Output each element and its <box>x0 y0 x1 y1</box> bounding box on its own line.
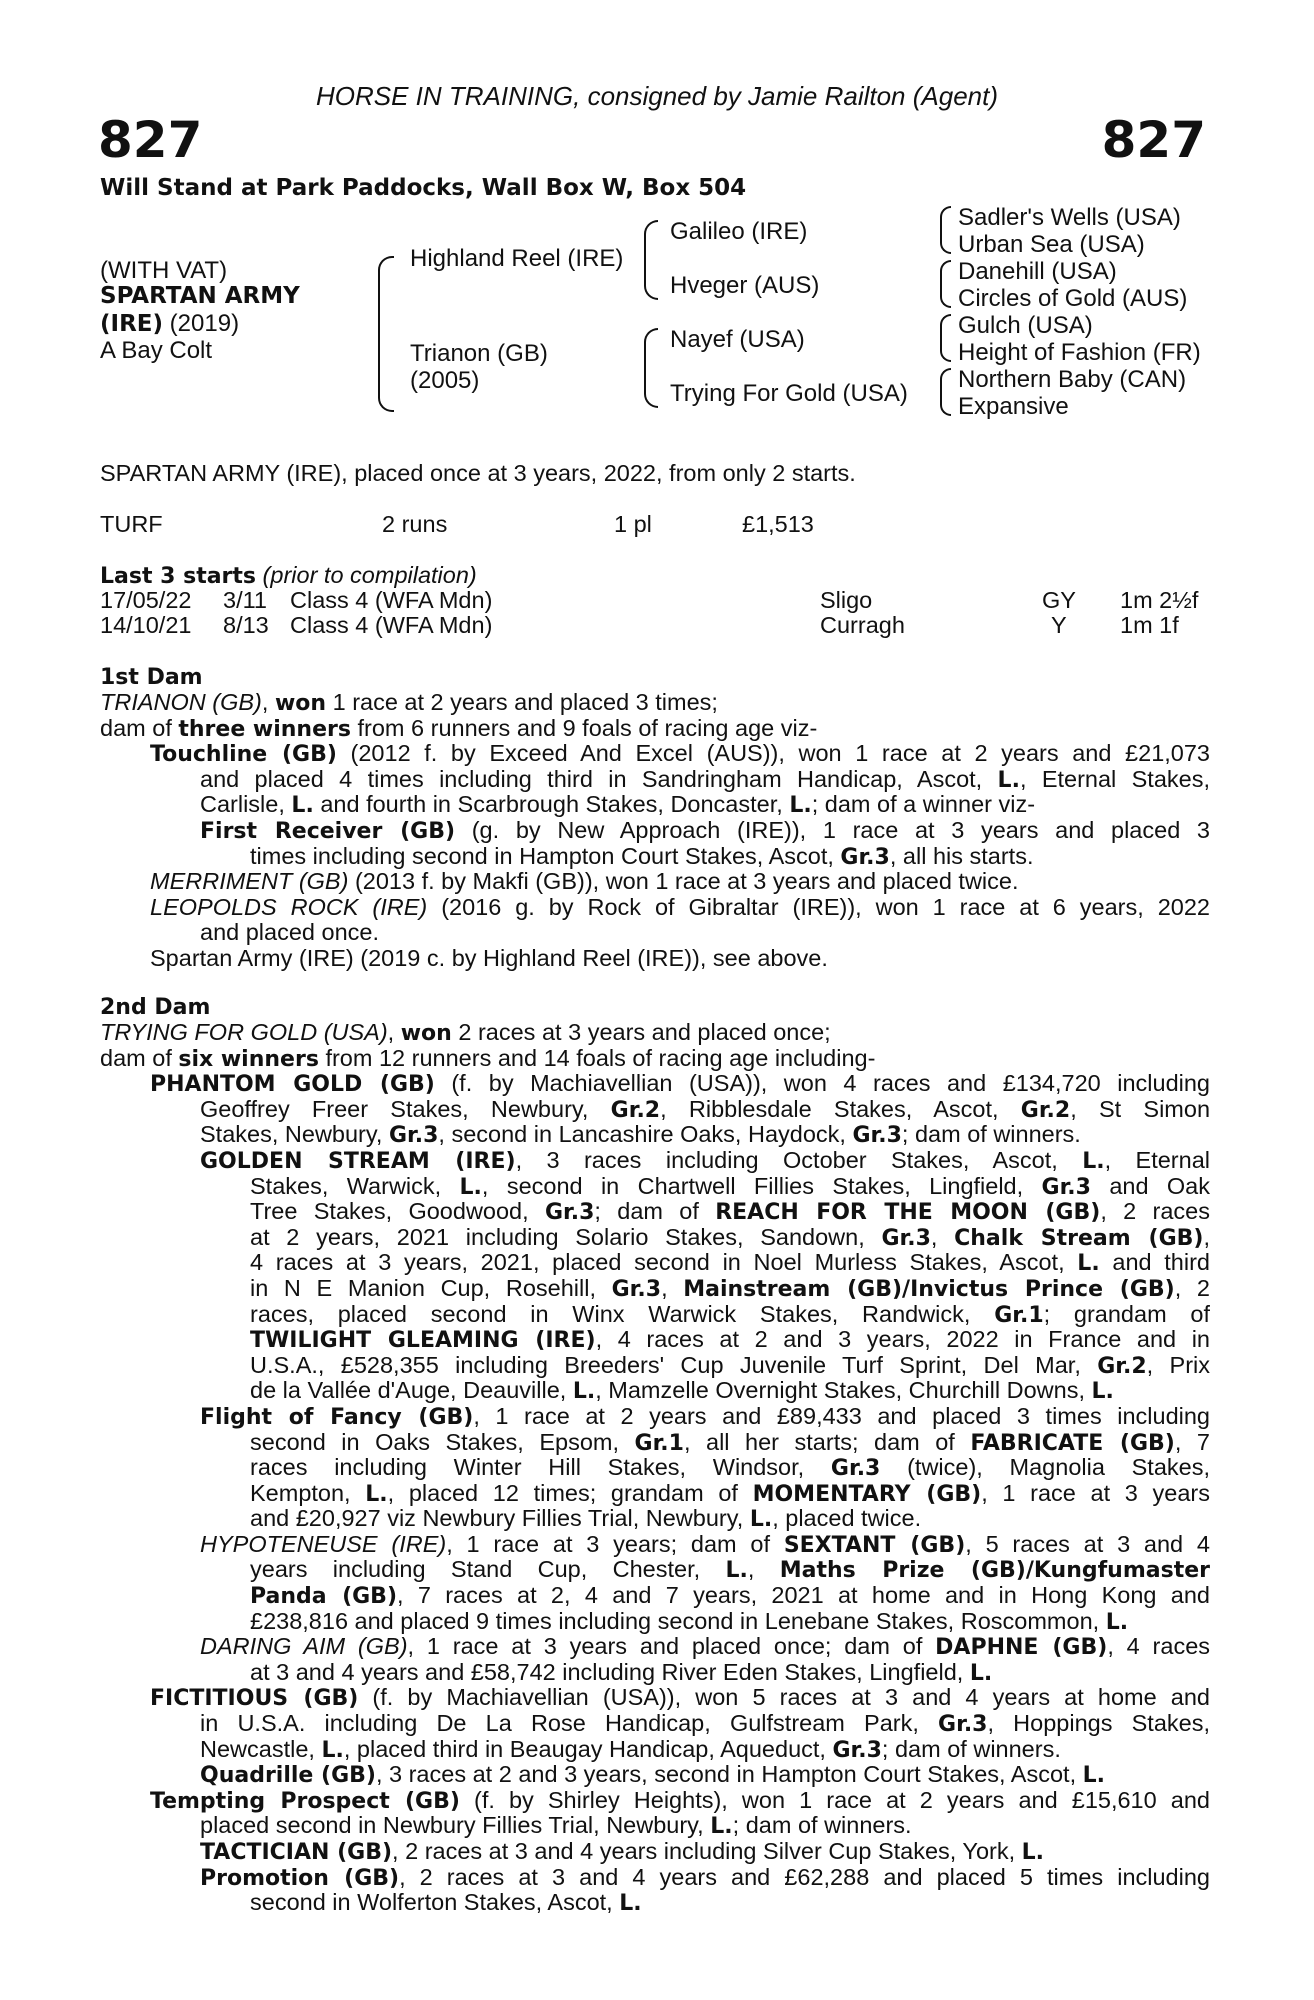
horse-name: SPARTAN ARMY <box>100 283 300 309</box>
first-dam-line: Spartan Army (IRE) (2019 c. by Highland Reel (IRE)), see above. <box>150 944 828 971</box>
start-race: Class 4 (WFA Mdn) <box>290 612 493 638</box>
start-race: Class 4 (WFA Mdn) <box>290 587 493 613</box>
horse-name-suffix <box>100 311 239 338</box>
second-dam-line: dam of six winners from 12 runners and 14 foals of racing age including- <box>100 1044 876 1072</box>
lot-number-right: 827 <box>1101 111 1206 169</box>
vat-note: (WITH VAT) <box>100 257 228 284</box>
second-dam-line: races, placed second in Winx Warwick Stakes, Randwick, Gr.1; grandam of <box>250 1301 1210 1328</box>
second-dam-line: HYPOTENEUSE (IRE), 1 race at 3 years; dam of SEXTANT (GB), 5 races at 3 and 4 <box>200 1531 1210 1558</box>
second-dam-line: PHANTOM GOLD (GB) (f. by Machiavellian (USA)), won 4 races and £134,720 including <box>150 1071 1210 1097</box>
second-dam-line: TACTICIAN (GB), 2 races at 3 and 4 years including Silver Cup Stakes, York, L. <box>200 1838 1045 1865</box>
horse-year: (2019) <box>163 310 240 337</box>
bold-text: Gr.3 <box>1041 1174 1091 1200</box>
second-dam-line: second in Oaks Stakes, Epsom, Gr.1, all her starts; dam of FABRICATE (GB), 7 <box>250 1429 1210 1456</box>
pedigree-g6: Height of Fashion (FR) <box>958 339 1201 366</box>
bold-text: L. <box>725 1558 748 1584</box>
last-starts-heading: Last 3 starts <box>100 564 257 589</box>
second-dam-line: at 3 and 4 years and £58,742 including River Eden Stakes, Lingfield, L. <box>250 1658 993 1686</box>
first-dam-line: MERRIMENT (GB) (2013 f. by Makfi (GB)), won 1 race at 3 years and placed twice. <box>150 868 1019 895</box>
record-runs: 2 runs <box>382 511 448 537</box>
record-placed: 1 pl <box>614 511 652 537</box>
bold-text: six winners <box>178 1046 319 1072</box>
second-dam-line: Newcastle, L., placed third in Beaugay Handicap, Aqueduct, Gr.3; dam of winners. <box>200 1735 1061 1763</box>
first-dam-line: times including second in Hampton Court Stakes, Ascot, Gr.3, all his starts. <box>250 842 1034 870</box>
pedigree-dam-sire: Nayef (USA) <box>670 326 805 353</box>
second-dam-heading: 2nd Dam <box>100 995 211 1020</box>
start-course: Sligo <box>820 587 873 613</box>
bold-text: L. <box>619 1891 642 1917</box>
second-dam-line: years including Stand Cup, Chester, L., Maths Prize (GB)/Kungfumaster <box>250 1557 1210 1584</box>
second-dam-line: second in Wolferton Stakes, Ascot, L. <box>250 1889 642 1917</box>
second-dam-line: Tempting Prospect (GB) (f. by Shirley Heights), won 1 race at 2 years and £15,610 and <box>150 1787 1210 1814</box>
pedigree-brace-1 <box>378 256 394 412</box>
bold-text: DAPHNE (GB) <box>935 1635 1108 1660</box>
bold-text: Gr.1 <box>994 1302 1044 1328</box>
bold-text: FABRICATE (GB) <box>970 1430 1175 1456</box>
second-dam-line: GOLDEN STREAM (IRE), 3 races including October Stakes, Ascot, L., Eternal <box>200 1147 1210 1174</box>
second-dam-line: Stakes, Newbury, Gr.3, second in Lancashire Oaks, Haydock, Gr.3; dam of winners. <box>200 1121 1081 1149</box>
bold-text: L. <box>1105 1609 1129 1635</box>
first-dam-line: LEOPOLDS ROCK (IRE) (2016 g. by Rock of Gibraltar (IRE)), won 1 race at 6 years, 2022 <box>150 894 1210 920</box>
bold-text: three winners <box>178 716 351 742</box>
bold-text: L. <box>1082 1763 1106 1789</box>
bold-text: GOLDEN STREAM (IRE) <box>200 1148 516 1174</box>
bold-text: Promotion (GB) <box>200 1865 400 1891</box>
second-dam-line: U.S.A., £528,355 including Breeders' Cup Juvenile Turf Sprint, Del Mar, Gr.2, Prix <box>250 1352 1210 1379</box>
bold-text: Gr.3 <box>938 1712 988 1737</box>
second-dam-line: races including Winter Hill Stakes, Windsor, Gr.3 (twice), Magnolia Stakes, <box>250 1455 1210 1481</box>
bold-text: FICTITIOUS (GB) <box>150 1686 359 1712</box>
pedigree-brace-3d <box>940 368 951 416</box>
bold-text: PHANTOM GOLD (GB) <box>150 1072 435 1097</box>
second-dam-line: Quadrille (GB), 3 races at 2 and 3 years, second in Hampton Court Stakes, Ascot, L. <box>200 1761 1106 1789</box>
pedigree-g8: Expansive <box>958 393 1069 420</box>
start-position: 3/11 <box>223 587 267 613</box>
bold-text: L. <box>969 1660 993 1686</box>
bold-text: Gr.3 <box>544 1200 595 1225</box>
pedigree-sire-sire: Galileo (IRE) <box>670 218 808 245</box>
bold-text: TACTICIAN (GB) <box>200 1840 393 1865</box>
second-dam-line: £238,816 and placed 9 times including second in Lenebane Stakes, Roscommon, L. <box>250 1607 1129 1635</box>
start-date: 14/10/21 <box>100 612 192 638</box>
second-dam-line: in N E Manion Cup, Rosehill, Gr.3, Mainstream (GB)/Invictus Prince (GB), 2 <box>250 1275 1210 1302</box>
second-dam-line: at 2 years, 2021 including Solario Stakes, Sandown, Gr.3, Chalk Stream (GB), <box>250 1224 1210 1251</box>
second-dam-line: Promotion (GB), 2 races at 3 and 4 years and £62,288 and placed 5 times including <box>200 1864 1210 1891</box>
pedigree-g3: Danehill (USA) <box>958 258 1117 285</box>
bold-text: L. <box>749 1507 773 1533</box>
italic-text: MERRIMENT (GB) <box>150 868 349 895</box>
start-date: 17/05/22 <box>100 587 192 613</box>
pedigree-brace-3a <box>940 206 951 254</box>
lot-number-left: 827 <box>98 111 203 169</box>
bold-text: Tempting Prospect (GB) <box>150 1788 460 1814</box>
pedigree-g7: Northern Baby (CAN) <box>958 366 1187 393</box>
pedigree-dam-dam: Trying For Gold (USA) <box>670 380 908 407</box>
first-dam-line: dam of three winners from 6 runners and 9 foals of racing age viz- <box>100 714 818 742</box>
bold-text: Flight of Fancy (GB) <box>200 1404 474 1430</box>
record-surface: TURF <box>100 511 163 537</box>
first-dam-line: Touchline (GB) (2012 f. by Exceed And Excel (AUS)), won 1 race at 2 years and £21,073 <box>150 741 1210 767</box>
bold-text: Gr.3 <box>611 1276 662 1302</box>
second-dam-line: Kempton, L., placed 12 times; grandam of MOMENTARY (GB), 1 race at 3 years <box>250 1480 1210 1507</box>
first-dam-heading: 1st Dam <box>100 665 203 690</box>
consignment-header: HORSE IN TRAINING, consigned by Jamie Railton (Agent) <box>315 81 999 111</box>
start-going: GY <box>1042 587 1076 613</box>
italic-text: HYPOTENEUSE (IRE) <box>200 1531 447 1557</box>
second-dam-line: TWILIGHT GLEAMING (IRE), 4 races at 2 and 3 years, 2022 in France and in <box>250 1327 1210 1353</box>
bold-text: won <box>400 1021 452 1046</box>
start-course: Curragh <box>820 612 905 638</box>
italic-text: DARING AIM (GB) <box>200 1634 408 1660</box>
italic-text: LEOPOLDS ROCK (IRE) <box>150 894 428 920</box>
bold-text: L. <box>1082 1148 1105 1174</box>
bold-text: L. <box>1021 1840 1045 1865</box>
pedigree-brace-3b <box>940 260 951 308</box>
second-dam-line: Tree Stakes, Goodwood, Gr.3; dam of REACH FOR THE MOON (GB), 2 races <box>250 1199 1210 1225</box>
bold-text: L. <box>572 1379 596 1405</box>
pedigree-brace-3c <box>940 314 951 362</box>
horse-description: A Bay Colt <box>100 337 213 364</box>
pedigree-sire-dam: Hveger (AUS) <box>670 272 820 299</box>
first-dam-body <box>100 690 1210 972</box>
bold-text: Gr.2 <box>1020 1097 1071 1123</box>
first-dam-line: TRIANON (GB), won 1 race at 2 years and placed 3 times; <box>100 689 718 716</box>
second-dam-line: in U.S.A. including De La Rose Handicap, Gulfstream Park, Gr.3, Hoppings Stakes, <box>200 1711 1210 1737</box>
second-dam-line: FICTITIOUS (GB) (f. by Machiavellian (USA)), won 5 races at 3 and 4 years at home and <box>150 1685 1210 1712</box>
start-distance: 1m 1f <box>1120 612 1179 638</box>
pedigree-brace-2a <box>644 220 658 300</box>
first-dam-line: and placed 4 times including third in Sandringham Handicap, Ascot, L., Eternal Stakes, <box>200 766 1210 793</box>
pedigree-sire: Highland Reel (IRE) <box>410 245 624 272</box>
stand-location: Will Stand at Park Paddocks, Wall Box W, Box 504 <box>100 175 747 201</box>
italic-text: TRIANON (GB) <box>100 689 262 715</box>
record-earnings: £1,513 <box>742 511 814 537</box>
first-dam-line: and placed once. <box>200 919 380 946</box>
bold-text: won <box>274 691 327 716</box>
bold-text: L. <box>365 1481 388 1507</box>
bold-text: Gr.2 <box>610 1097 661 1123</box>
pedigree-brace-2b <box>644 328 658 408</box>
bold-text: SEXTANT (GB) <box>783 1532 966 1558</box>
bold-text: Gr.2 <box>1097 1353 1147 1379</box>
bold-text: TWILIGHT GLEAMING (IRE) <box>250 1328 596 1353</box>
italic-text: TRYING FOR GOLD (USA) <box>100 1019 388 1045</box>
first-dam-line: First Receiver (GB) (g. by New Approach (IRE)), 1 race at 3 years and placed 3 <box>200 817 1210 844</box>
second-dam-line: de la Vallée d'Auge, Deauville, L., Mamzelle Overnight Stakes, Churchill Downs, L. <box>250 1377 1114 1405</box>
bold-text: First Receiver (GB) <box>200 818 456 844</box>
race-summary: SPARTAN ARMY (IRE), placed once at 3 years, 2022, from only 2 starts. <box>100 460 856 486</box>
bold-text: Quadrille (GB) <box>200 1763 376 1789</box>
second-dam-line: Stakes, Warwick, L., second in Chartwell Fillies Stakes, Lingfield, Gr.3 and Oak <box>250 1173 1210 1200</box>
bold-text: REACH FOR THE MOON (GB) <box>715 1200 1101 1225</box>
start-distance: 1m 2½f <box>1120 587 1199 613</box>
bold-text: L. <box>321 1737 344 1763</box>
bold-text: Chalk Stream (GB) <box>954 1225 1204 1251</box>
pedigree-dam-year: (2005) <box>410 367 480 394</box>
second-dam-line: DARING AIM (GB), 1 race at 3 years and placed once; dam of DAPHNE (GB), 4 races <box>200 1634 1210 1660</box>
second-dam-line: TRYING FOR GOLD (USA), won 2 races at 3 years and placed once; <box>100 1019 831 1046</box>
bold-text: Gr.3 <box>388 1123 439 1149</box>
bold-text: Gr.3 <box>840 844 890 870</box>
pedigree-g2: Urban Sea (USA) <box>958 231 1145 258</box>
bold-text: Maths Prize (GB)/Kungfumaster <box>779 1558 1210 1584</box>
pedigree-dam: Trianon (GB) <box>410 340 548 367</box>
bold-text: Touchline (GB) <box>150 742 337 767</box>
bold-text: L. <box>710 1814 733 1840</box>
pedigree-g1: Sadler's Wells (USA) <box>958 204 1181 231</box>
bold-text: L. <box>1091 1379 1114 1405</box>
pedigree-g5: Gulch (USA) <box>958 312 1093 339</box>
last-starts-note: (prior to compilation) <box>256 562 477 588</box>
bold-text: MOMENTARY (GB) <box>752 1481 982 1507</box>
bold-text: L. <box>997 767 1020 793</box>
second-dam-line: Panda (GB), 7 races at 2, 4 and 7 years, 2021 at home and in Hong Kong and <box>250 1583 1210 1609</box>
bold-text: L. <box>1077 1251 1100 1276</box>
bold-text: Mainstream (GB)/Invictus Prince (GB) <box>683 1276 1175 1302</box>
second-dam-line: and £20,927 viz Newbury Fillies Trial, Newbury, L., placed twice. <box>250 1505 922 1533</box>
start-position: 8/13 <box>223 612 269 638</box>
bold-text: L. <box>459 1174 482 1200</box>
second-dam-line: placed second in Newbury Fillies Trial, Newbury, L.; dam of winners. <box>200 1812 912 1840</box>
start-going: Y <box>1051 612 1067 638</box>
last-starts-heading-row <box>100 563 477 590</box>
bold-text: Gr.3 <box>852 1123 902 1149</box>
first-dam-line: Carlisle, L. and fourth in Scarbrough Stakes, Doncaster, L.; dam of a winner viz- <box>200 791 1036 819</box>
bold-text: L. <box>789 793 812 819</box>
bold-text: Gr.1 <box>634 1430 684 1456</box>
bold-text: L. <box>291 793 314 819</box>
bold-text: Panda (GB) <box>250 1584 398 1609</box>
horse-country: (IRE) <box>100 311 164 337</box>
pedigree-g4: Circles of Gold (AUS) <box>958 285 1188 312</box>
second-dam-body <box>100 1020 1210 1916</box>
second-dam-line: Flight of Fancy (GB), 1 race at 2 years and £89,433 and placed 3 times including <box>200 1403 1210 1430</box>
bold-text: Gr.3 <box>881 1225 931 1251</box>
bold-text: Gr.3 <box>832 1737 882 1763</box>
second-dam-line: Geoffrey Freer Stakes, Newbury, Gr.2, Ribblesdale Stakes, Ascot, Gr.2, St Simon <box>200 1096 1210 1123</box>
bold-text: Gr.3 <box>830 1456 881 1481</box>
second-dam-line: 4 races at 3 years, 2021, placed second in Noel Murless Stakes, Ascot, L. and third <box>250 1250 1210 1276</box>
